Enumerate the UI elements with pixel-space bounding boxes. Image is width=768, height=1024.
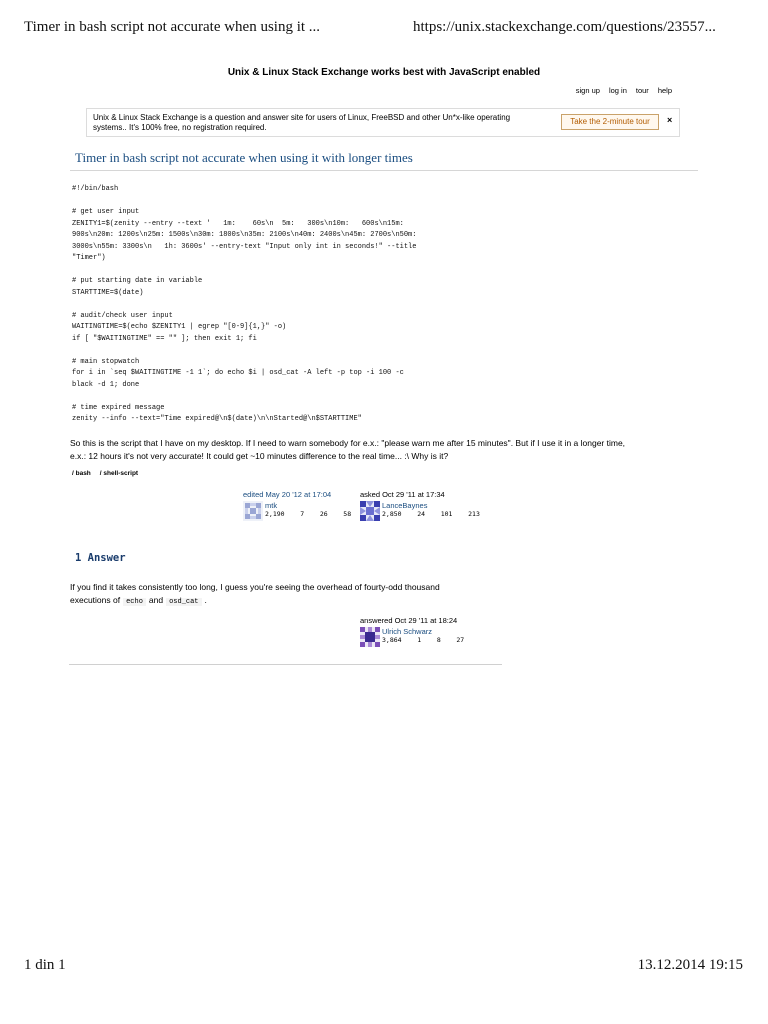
answerer-reputation — [382, 636, 464, 645]
print-header-url: https://unix.stackexchange.com/questions/23557... — [413, 19, 716, 35]
rep-score: 3,864 — [382, 636, 402, 644]
silver-badges: 26 — [319, 510, 328, 518]
answered-signature — [360, 616, 464, 647]
silver-badges: 8 — [436, 636, 441, 644]
edited-caption[interactable]: edited May 20 '12 at 17:04 — [243, 490, 332, 499]
signup-link[interactable]: sign up — [575, 86, 600, 95]
identicon-mtk[interactable] — [243, 501, 263, 521]
asked-caption: asked Oct 29 '11 at 17:34 — [360, 490, 445, 499]
asker-reputation — [382, 510, 480, 519]
help-link[interactable]: help — [657, 86, 672, 95]
gold-badges: 24 — [417, 510, 426, 518]
javascript-notice: Unix & Linux Stack Exchange works best with JavaScript enabled — [227, 67, 541, 78]
answerer-username[interactable]: Ulrich Schwarz — [382, 627, 433, 636]
answers-heading: 1 Answer — [75, 552, 126, 564]
question-tags — [72, 470, 138, 477]
gold-badges: 7 — [300, 510, 305, 518]
answer-divider — [69, 664, 502, 665]
print-header-title: Timer in bash script not accurate when using it ... — [24, 19, 321, 35]
login-link[interactable]: log in — [608, 86, 627, 95]
print-footer-datetime: 13.12.2014 19:15 — [637, 957, 743, 973]
close-icon[interactable]: × — [667, 115, 673, 125]
asker-username[interactable]: LanceBaynes — [382, 501, 428, 510]
site-intro-text: Unix & Linux Stack Exchange is a question and answer site for users of Linux, FreeBSD and other Un*x-like operating systems.. It's 100% free, no registration required. — [93, 113, 511, 132]
bronze-badges: 213 — [468, 510, 480, 518]
bronze-badges: 27 — [456, 636, 465, 644]
rep-score: 2,850 — [382, 510, 402, 518]
take-tour-button[interactable]: Take the 2-minute tour — [561, 114, 659, 130]
answered-caption: answered Oct 29 '11 at 18:24 — [360, 616, 458, 625]
tag-bash[interactable]: / bash — [72, 470, 91, 477]
bronze-badges: 58 — [343, 510, 352, 518]
asked-signature — [360, 490, 480, 521]
question-code-block: #!/bin/bash # get user input ZENITY1=$(zenity --entry --text ' 1m: 60s\n 5m: 300s\n10m: 600s\n15m: 900s\n20m: 1200s\n25m: 1500s\n30m: 1800s\n35m: 2100s\n40m: 2400s\n45m: 2700s\n50m: 3000s\n55m: 3300s\n 1h: 3600s' --entry-text "Input only int in seconds!" --title "Timer") # put starting date in variable STARTTIME=$(date) # audit/check user input WAITINGTIME=$(echo $ZENITY1 | egrep "[0-9]{1,}" -o) if [ "$WAITINGTIME" == "" ]; then exit 1; fi # main stopwatch for i in `seq $WAITINGTIME -1 1`; do echo $i | osd_cat -A left -p top -i 100 -c black -d 1; done # time expired message zenity --info --text="Time expired@\n$(date)\n\nStarted@\n$STARTTIME" — [72, 185, 417, 423]
answer-and: and — [148, 595, 164, 605]
edited-signature — [243, 490, 351, 521]
answer-end: . — [204, 595, 207, 605]
inline-code-echo: echo — [123, 598, 146, 606]
editor-reputation — [265, 510, 351, 519]
top-navigation — [576, 86, 672, 95]
answer-text: If you find it takes consistently too long, I guess you're seeing the overhead of fourty-odd thousand executions of — [70, 582, 440, 605]
question-body: So this is the script that I have on my desktop. If I need to warn somebody for e.x.: "please warn me after 15 minutes". But if I use it in a longer time, e.x.: 12 hours it's not very accurate! It could get ~10 minutes difference to the real time... :\ Why is it? — [70, 438, 626, 461]
question-title[interactable]: Timer in bash script not accurate when using it with longer times — [75, 150, 413, 165]
silver-badges: 101 — [440, 510, 453, 518]
tour-link[interactable]: tour — [635, 86, 649, 95]
tag-shell-script[interactable]: / shell-script — [99, 470, 139, 477]
identicon-lancebaynes[interactable] — [360, 501, 380, 521]
editor-username[interactable]: mtk — [265, 501, 278, 510]
inline-code-osd-cat: osd_cat — [166, 598, 201, 606]
identicon-ulrich-schwarz[interactable] — [360, 627, 380, 647]
site-intro-banner — [86, 108, 680, 137]
gold-badges: 1 — [417, 636, 422, 644]
rep-score: 2,190 — [265, 510, 285, 518]
answer-body — [70, 581, 450, 609]
print-footer-page: 1 din 1 — [24, 957, 66, 973]
title-divider — [70, 170, 698, 171]
